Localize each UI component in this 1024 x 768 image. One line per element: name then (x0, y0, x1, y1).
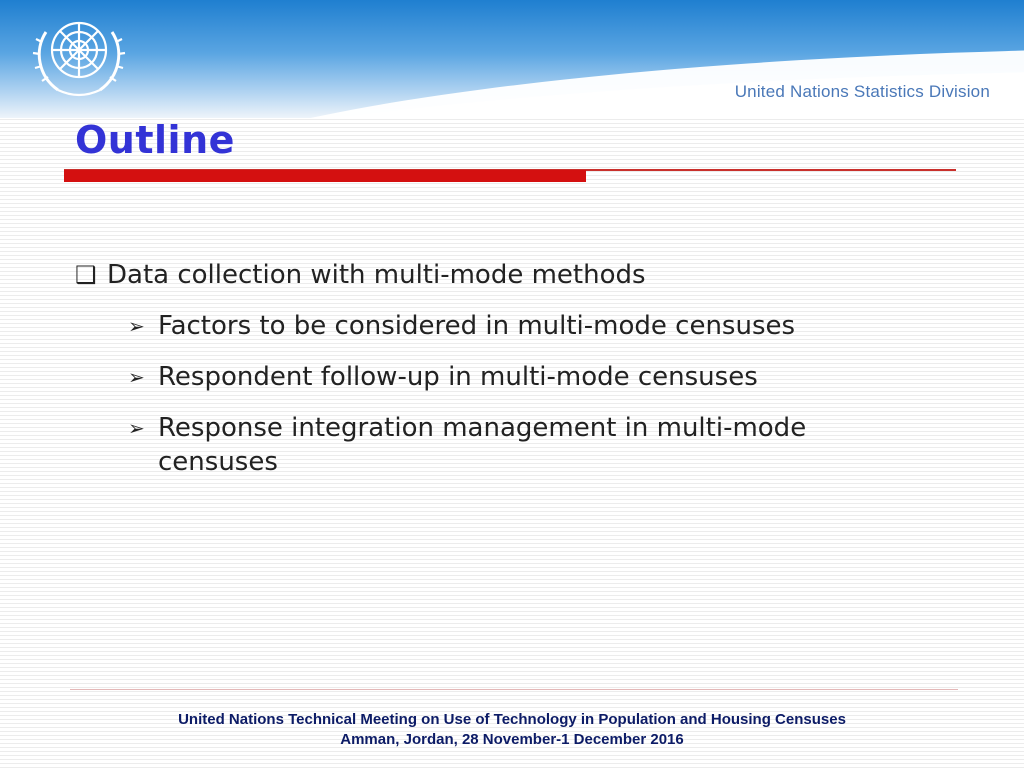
footer-line-1: United Nations Technical Meeting on Use of Technology in Population and Housing Censuses (178, 711, 846, 728)
footer-divider (70, 689, 958, 690)
bullet-item (75, 258, 955, 292)
sub-bullet-text: Factors to be considered in multi-mode censuses (158, 311, 796, 341)
header-banner (0, 0, 1024, 118)
slide-title: Outline (75, 118, 235, 162)
checkbox-bullet-icon: ❑ (75, 261, 97, 289)
arrow-bullet-icon: ➢ (128, 416, 145, 440)
sub-bullet-item (128, 309, 955, 343)
slide-content (75, 258, 955, 496)
sub-bullet-item (128, 360, 955, 394)
footer-line-2: Amman, Jordan, 28 November-1 December 2016 (340, 731, 684, 748)
division-name: United Nations Statistics Division (734, 82, 990, 101)
arrow-bullet-icon: ➢ (128, 314, 145, 338)
title-underline-thick (64, 170, 586, 182)
bullet-text: Data collection with multi-mode methods (107, 260, 646, 290)
footer (0, 710, 1024, 750)
sub-bullet-text: Respondent follow-up in multi-mode censuses (158, 362, 758, 392)
sub-bullet-item (128, 411, 955, 479)
sub-bullet-text: Response integration management in multi-mode censuses (158, 413, 807, 477)
arrow-bullet-icon: ➢ (128, 365, 145, 389)
un-emblem-icon (28, 10, 130, 102)
